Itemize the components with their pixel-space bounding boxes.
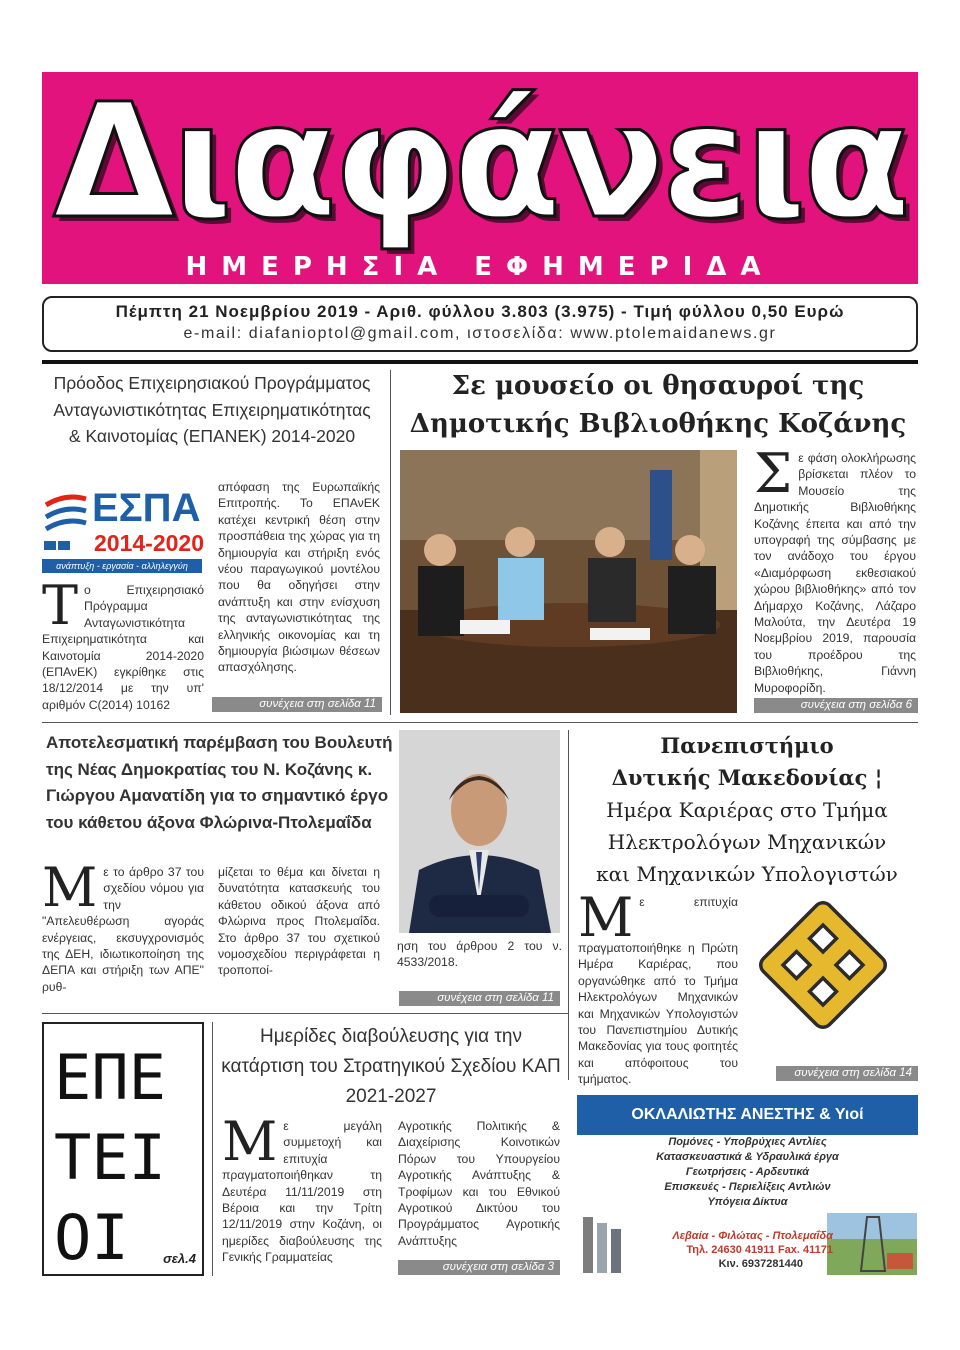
- drop-cap: Μ: [578, 886, 634, 949]
- advert-services: [577, 1135, 918, 1210]
- espa-logo-tagline: ανάπτυξη - εργασία - αλληλεγγύη: [56, 561, 188, 571]
- continue-link[interactable]: συνέχεια στη σελίδα 11: [212, 697, 382, 712]
- article-espa: [42, 370, 382, 715]
- advert-line-4: Επισκευές - Περιελίξεις Αντλιών: [664, 1181, 831, 1193]
- issue-info-box: [42, 296, 918, 352]
- advert-company: ΟΚΛΑΛΙΩΤΗΣ ΑΝΕΣΤΗΣ & Υιοί: [577, 1095, 918, 1135]
- espa-logo: [42, 485, 207, 575]
- article-university: [576, 730, 918, 1087]
- epetei-line-3: ΟΙ: [54, 1201, 129, 1274]
- drop-cap: Τ: [42, 574, 79, 637]
- masthead-title: Διαφάνεια: [52, 70, 908, 254]
- advert-line-1: Πομόνες - Υποβρύχιες Αντλίες: [668, 1136, 827, 1148]
- espa-logo-text: ΕΣΠΑ: [92, 486, 201, 530]
- advert-line-3: Γεωτρήσεις - Αρδευτικά: [685, 1166, 810, 1178]
- museum-photo: [400, 450, 737, 713]
- cap-col1: [222, 1110, 382, 1266]
- continue-link[interactable]: συνέχεια στη σελίδα 11: [399, 991, 560, 1006]
- pump-illustration: [577, 1215, 632, 1275]
- column-divider: [212, 1022, 213, 1276]
- masthead: [42, 72, 918, 284]
- advert-line-2: Κατασκευαστικά & Υδραυλικά έργα: [656, 1151, 839, 1163]
- drop-cap: Σ: [754, 442, 793, 505]
- mp-headline: Αποτελεσματική παρέμβαση του Βουλευτή της Νέας Δημοκρατίας του Ν. Κοζάνης κ. Γιώργου Αμανατίδη για το σημαντικό έργο του κάθετου άξονα Φλώρινα-Πτολεμαΐδα: [46, 733, 393, 832]
- uni-headline-1: Πανεπιστήμιο: [660, 733, 834, 758]
- article-cap: [220, 1022, 562, 1278]
- mp-col1-text: ε το άρθρο 37 του σχεδίου νόμου για την "Απελευθέρωση αγοράς ενέργειας, εκσυγχρονισμός της ΔΕΗ, ιδιωτικοποίηση της ΔΕΠΑ και στήριξη των ΑΠΕ" ρυθ-: [42, 865, 204, 994]
- drop-cap: Μ: [42, 856, 98, 919]
- epetei-line-1: ΕΠΕ: [54, 1041, 166, 1114]
- espa-col1: [42, 574, 204, 713]
- column-divider: [568, 730, 569, 1080]
- uni-headline-5: και Μηχανικών Υπολογιστών: [596, 862, 898, 886]
- article-mp: [42, 730, 562, 1008]
- uni-headline-4: Ηλεκτρολόγων Μηχανικών: [607, 830, 887, 854]
- epetei-page-ref: σελ.4: [163, 1251, 196, 1266]
- row-divider: [42, 1013, 568, 1014]
- mp-col1: [42, 856, 204, 995]
- drop-cap: Μ: [222, 1110, 278, 1173]
- museum-headline-2: Δημοτικής Βιβλιοθήκης Κοζάνης: [409, 409, 907, 439]
- continue-link[interactable]: συνέχεια στη σελίδα 14: [776, 1066, 918, 1081]
- espa-col1-text: ο Επιχειρησιακό Πρόγραμμα Ανταγωνιστικότητα Επιχειρηματικότητα και Καινοτομία 2014-2020 (ΕΠΑνΕΚ) εγκρίθηκε στις 18/12/2014 με την υπ' αριθμόν C(2014) 10162: [42, 583, 204, 712]
- espa-logo-years: 2014-2020: [94, 530, 204, 556]
- continue-link[interactable]: συνέχεια στη σελίδα 6: [754, 698, 918, 713]
- espa-headline: Πρόοδος Επιχειρησιακού Προγράμματος Ανταγωνιστικότητας Επιχειρηματικότητας & Καινοτομίας (ΕΠΑΝΕΚ) 2014-2020: [53, 373, 371, 446]
- espa-col2: απόφαση της Ευρωπαϊκής Επιτροπής. Το ΕΠΑνΕΚ κατέχει κεντρική θέση στην προσπάθεια της χώρας για τη δημιουργία και στήριξη ενός νέου παραγωγικού μοντέλου που θα οδηγήσει στην ανάπτυξη και στην ενίσχυση της ανταγωνιστικότητας της ελληνικής οικονομίας και τη δημιουργία βιώσιμων θέσεων απασχόλησης.: [218, 480, 380, 675]
- museum-text-body: ε φάση ολοκλήρωσης βρίσκεται πλέον το Μουσείο της Δημοτικής Βιβλιοθήκης Κοζάνης έπειτα και από την υπογραφή της σύμβασης με τον ανάδοχο του έργου «Διαμόρφωση εκθεσιακού χώρου βιβλιοθήκης» από τον Δήμαρχο Κοζάνης, Λάζαρο Μαλούτα, την Δευτέρα 19 Νοεμβρίου 2019, παρουσία του προέδρου της Βιβλιοθήκης, Γιάννη Μυροφορίδη.: [754, 451, 916, 695]
- continue-link[interactable]: συνέχεια στη σελίδα 3: [398, 1260, 560, 1275]
- contact-line: e-mail: diafanioptol@gmail.com, ιστοσελίδα: www.ptolemaidanews.gr: [183, 325, 777, 342]
- advert[interactable]: [577, 1095, 918, 1277]
- column-divider: [390, 370, 391, 715]
- advert-phone: Τηλ. 24630 41911 Fax. 41171: [686, 1244, 833, 1256]
- advert-location: Λεβαία - Φιλώτας - Πτολεμαΐδα: [672, 1230, 833, 1242]
- museum-text: [754, 442, 916, 696]
- uni-headline-3: Ημέρα Καριέρας στο Τμήμα: [606, 798, 888, 822]
- epetei-box[interactable]: [42, 1022, 204, 1276]
- drilling-rig-illustration: [827, 1213, 917, 1275]
- uni-headline-2: Δυτικής Μακεδονίας ¦: [611, 765, 883, 790]
- university-logo: [758, 900, 888, 1050]
- meeting-photo-illustration: [400, 450, 737, 713]
- row-divider: [42, 722, 918, 723]
- article-museum: [398, 368, 918, 715]
- epetei-line-2: ΤΕΙ: [54, 1121, 166, 1194]
- issue-line: Πέμπτη 21 Νοεμβρίου 2019 - Αριθ. φύλλου 3.803 (3.975) - Τιμή φύλλου 0,50 Ευρώ: [115, 302, 845, 321]
- uni-text: [578, 886, 738, 1088]
- museum-headline-1: Σε μουσείο οι θησαυροί της: [451, 371, 865, 401]
- cap-col2: Αγροτικής Πολιτικής & Διαχείρισης Κοινοτικών Πόρων του Υπουργείου Αγροτικής Ανάπτυξης & Τροφίμων και του Εθνικού Αγροτικού Δικτύου του Προγράμματος Αγροτικής Ανάπτυξης: [398, 1119, 560, 1248]
- advert-line-5: Υπόγεια Δίκτυα: [707, 1196, 788, 1208]
- uni-text-body: ε επιτυχία πραγματοποιήθηκε η Πρώτη Ημέρα Καριέρας, που οργανώθηκε από το Τμήμα Ηλεκτρολόγων Μηχανικών και Μηχανικών Υπολογιστών του Πανεπιστημίου Δυτικής Μακεδονίας για τους φοιτητές και απόφοιτους του τμήματος.: [578, 895, 738, 1087]
- cap-headline: Ημερίδες διαβούλευσης για την κατάρτιση του Στρατηγικού Σχεδίου ΚΑΠ 2021-2027: [221, 1026, 561, 1107]
- portrait-illustration: [399, 730, 560, 933]
- masthead-subtitle: ΗΜΕΡΗΣΙΑ ΕΦΗΜΕΡΙΔΑ: [185, 252, 775, 282]
- university-logo-icon: [758, 900, 888, 1050]
- top-divider: [42, 360, 918, 364]
- cap-col1-text: ε μεγάλη συμμετοχή και επιτυχία πραγματοποιήθηκαν τη Δευτέρα 11/11/2019 στη Βέροια και την Τρίτη 12/11/2019 στην Κοζάνη, οι ημερίδες διαβούλευσης της Γενικής Γραμματείας: [222, 1119, 382, 1265]
- mp-col2: μίζεται το θέμα και δίνεται η δυνατότητα κατασκευής του κάθετου οδικού άξονα από Φλώρινα προς Πτολεμαΐδα. Στο άρθρο 37 του σχετικού νομοσχεδίου περιγράφεται η τροποποί-: [218, 865, 380, 978]
- mp-portrait: [399, 730, 560, 933]
- advert-mobile: Κιν. 6937281440: [718, 1258, 803, 1270]
- mp-col3: ηση του άρθρου 2 του ν. 4533/2018.: [397, 939, 562, 970]
